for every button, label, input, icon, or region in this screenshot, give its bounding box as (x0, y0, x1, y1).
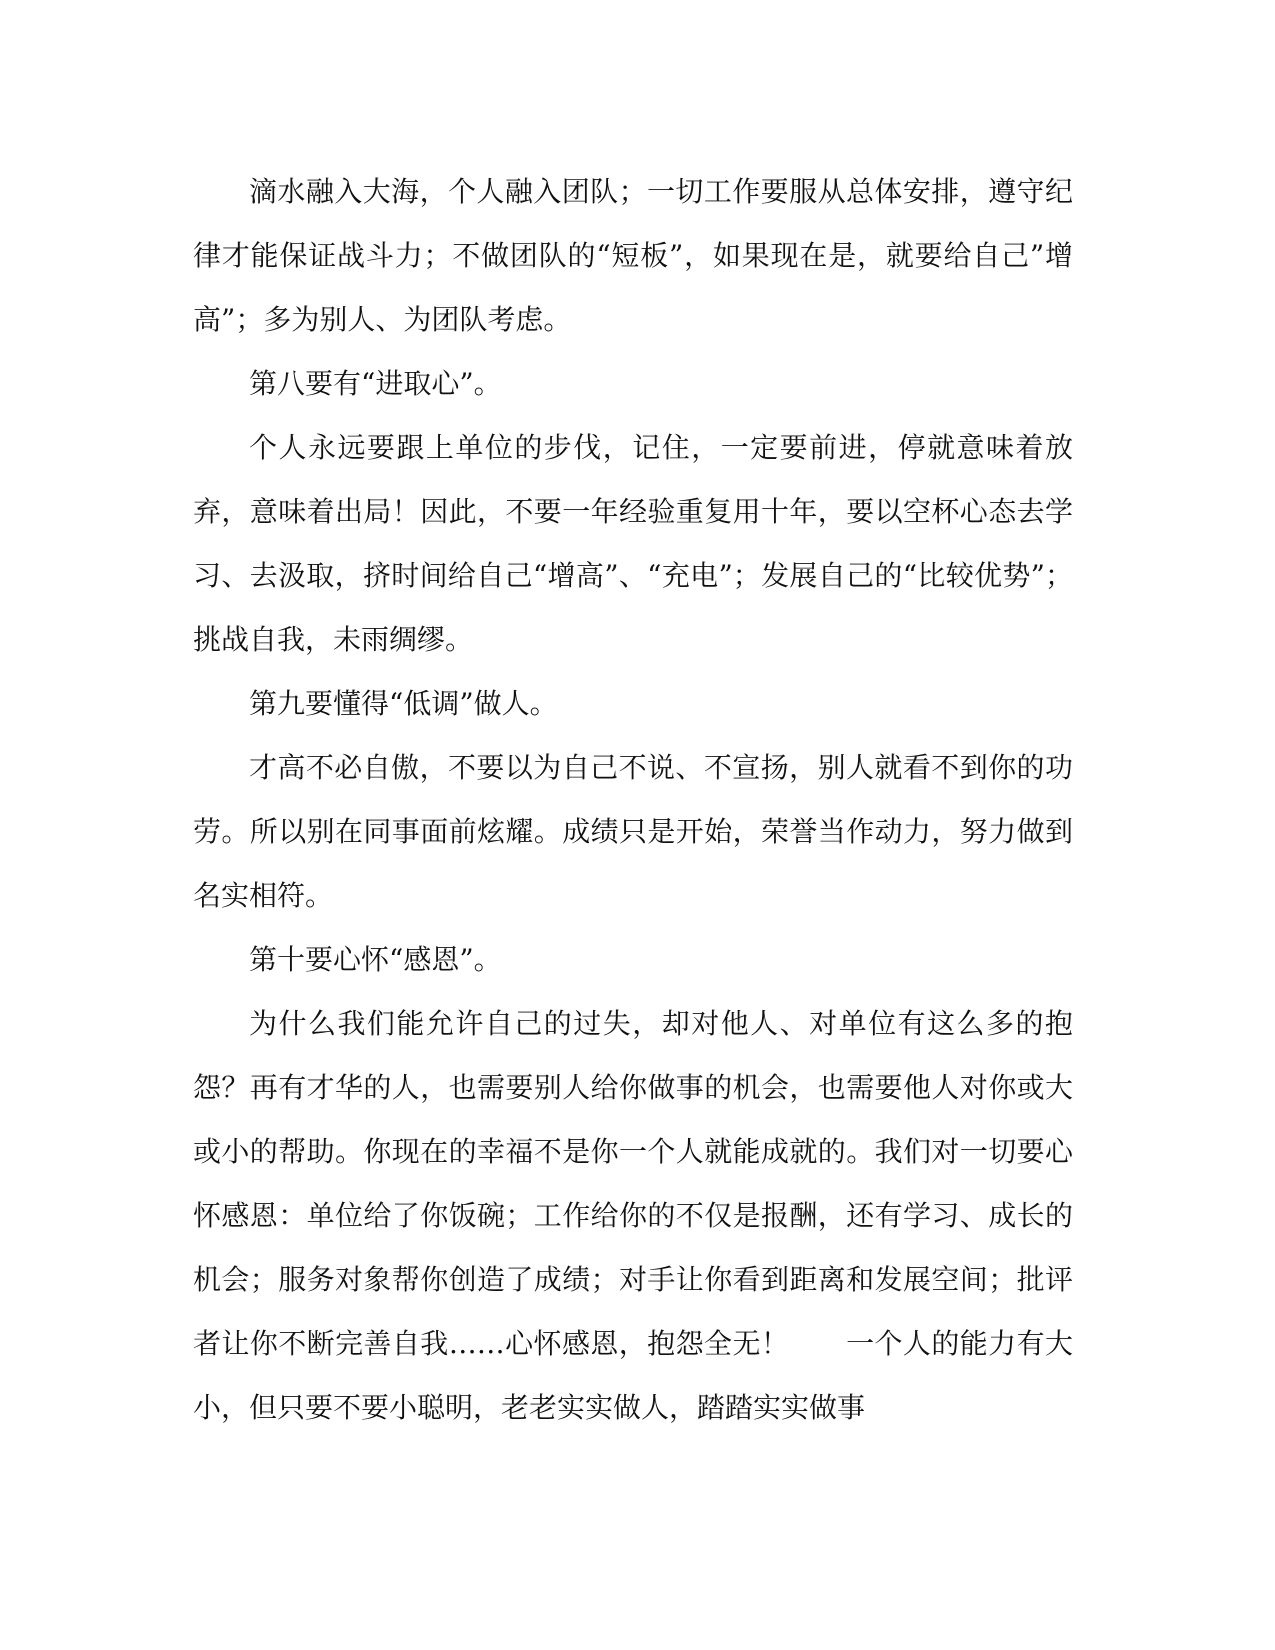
paragraph-progress: 个人永远要跟上单位的步伐，记住，一定要前进，停就意味着放弃，意味着出局！因此，不要一年经验重复用十年，要以空杯心态去学习、去汲取，挤时间给自己“增高”、“充电”；发展自己的“比较优势”；挑战自我，未雨绸缪。 (193, 431, 1073, 656)
heading-ninth-point: 第九要懂得“低调”做人。 (249, 687, 558, 720)
paragraph-gratitude: 为什么我们能允许自己的过失，却对他人、对单位有这么多的抱怨？再有才华的人，也需要别人给你做事的机会，也需要他人对你或大或小的帮助。你现在的幸福不是你一个人就能成就的。我们对一切要心怀感恩：单位给了你饭碗；工作给你的不仅是报酬，还有学习、成长的机会；服务对象帮你创造了成绩；对手让你看到距离和发展空间；批评者让你不断完善自我……心怀感恩，抱怨全无！ 一个人的能力有大小，但只要不要小聪明，老老实实做人，踏踏实实做事 (193, 1007, 1073, 1424)
heading-tenth-point: 第十要心怀“感恩”。 (249, 943, 502, 976)
document-body (193, 160, 1073, 1440)
paragraph-modesty: 才高不必自傲，不要以为自己不说、不宣扬，别人就看不到你的功劳。所以别在同事面前炫耀。成绩只是开始，荣誉当作动力，努力做到名实相符。 (193, 751, 1073, 912)
heading-eighth-point: 第八要有“进取心”。 (249, 367, 502, 400)
paragraph-team: 滴水融入大海，个人融入团队；一切工作要服从总体安排，遵守纪律才能保证战斗力；不做团队的“短板”，如果现在是，就要给自己”增高”；多为别人、为团队考虑。 (193, 175, 1073, 336)
